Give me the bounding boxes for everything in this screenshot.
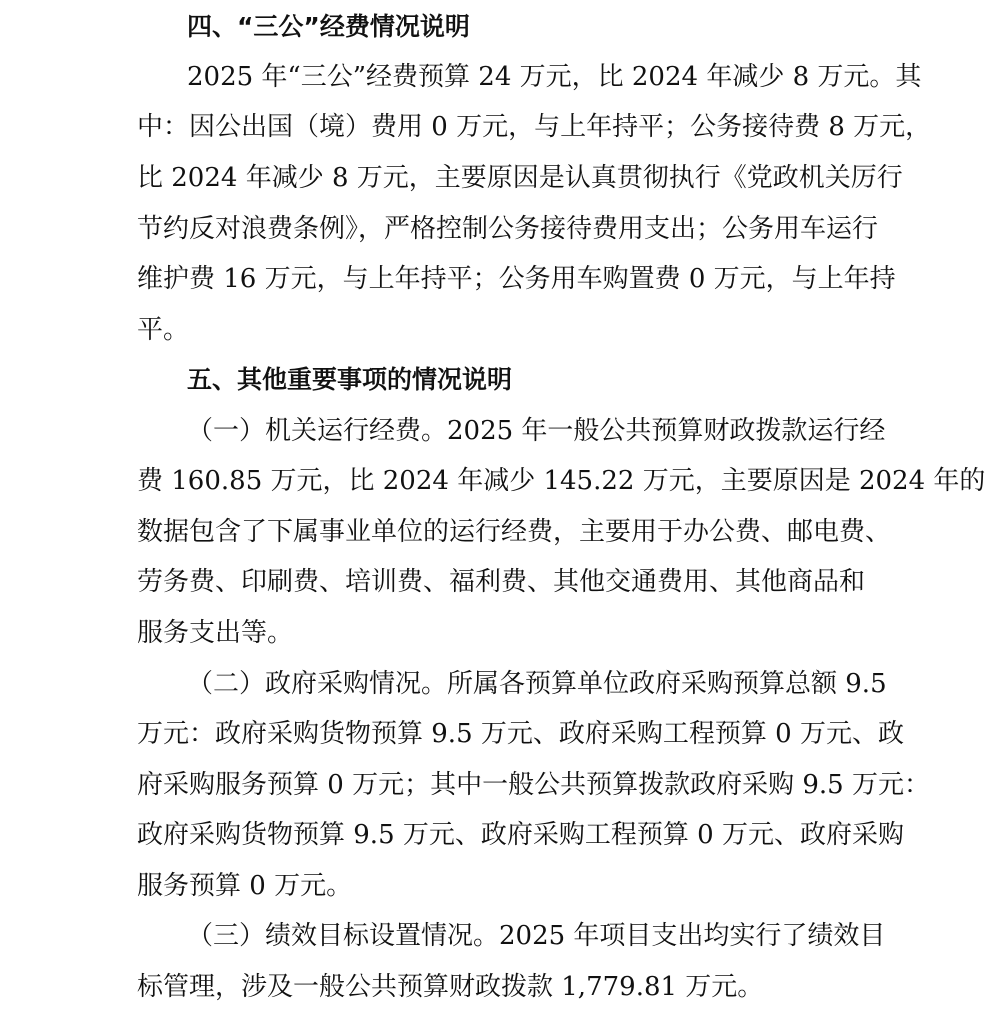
paragraph-line: （一）机关运行经费。2025 年一般公共预算财政拨款运行经 xyxy=(187,416,886,446)
paragraph-line: 数据包含了下属事业单位的运行经费，主要用于办公费、邮电费、 xyxy=(137,517,892,547)
paragraph-line: 2025 年“三公”经费预算 24 万元，比 2024 年减少 8 万元。其 xyxy=(187,62,922,92)
paragraph-line: 府采购服务预算 0 万元；其中一般公共预算拨款政府采购 9.5 万元： xyxy=(137,770,930,800)
paragraph-line: 节约反对浪费条例》，严格控制公务接待费用支出；公务用车运行 xyxy=(137,214,879,244)
paragraph-line: 政府采购货物预算 9.5 万元、政府采购工程预算 0 万元、政府采购 xyxy=(137,820,904,850)
paragraph-line: 费 160.85 万元，比 2024 年减少 145.22 万元，主要原因是 2024 年的 xyxy=(137,466,986,496)
paragraph-line: 平。 xyxy=(137,315,190,345)
section-heading-other-matters: 五、其他重要事项的情况说明 xyxy=(187,365,513,394)
section-heading-sangong: 四、“三公”经费情况说明 xyxy=(187,12,470,41)
paragraph-line: 劳务费、印刷费、培训费、福利费、其他交通费用、其他商品和 xyxy=(137,567,866,597)
paragraph-line: 维护费 16 万元，与上年持平；公务用车购置费 0 万元，与上年持 xyxy=(137,264,896,294)
paragraph-line: 中：因公出国（境）费用 0 万元，与上年持平；公务接待费 8 万元， xyxy=(137,112,932,142)
paragraph-line: 比 2024 年减少 8 万元，主要原因是认真贯彻执行《党政机关厉行 xyxy=(137,163,903,193)
paragraph-line: 标管理，涉及一般公共预算财政拨款 1,779.81 万元。 xyxy=(137,972,764,1002)
paragraph-line: 万元：政府采购货物预算 9.5 万元、政府采购工程预算 0 万元、政 xyxy=(137,719,904,749)
paragraph-line: 服务支出等。 xyxy=(137,618,294,648)
paragraph-line: （三）绩效目标设置情况。2025 年项目支出均实行了绩效目 xyxy=(187,921,886,951)
paragraph-line: 服务预算 0 万元。 xyxy=(137,871,353,901)
paragraph-line: （二）政府采购情况。所属各预算单位政府采购预算总额 9.5 xyxy=(187,669,887,699)
